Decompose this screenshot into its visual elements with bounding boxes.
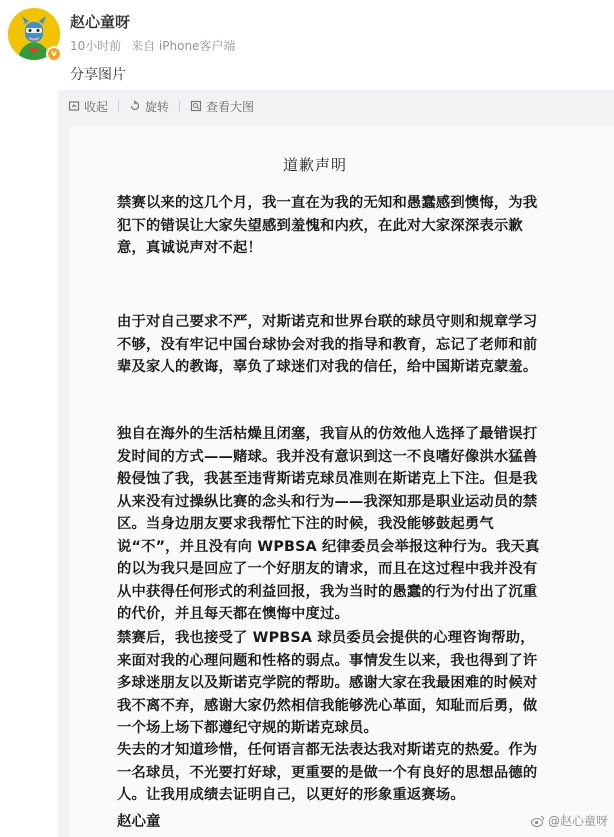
expanded-image-panel xyxy=(58,90,614,837)
post-text: 分享图片 xyxy=(70,67,126,83)
rotate-label: 旋转 xyxy=(145,99,170,114)
collect-label: 收起 xyxy=(84,99,109,114)
view-large-label: 查看大图 xyxy=(206,99,255,114)
collect-button[interactable] xyxy=(68,98,108,115)
document-title: 道歉声明 xyxy=(282,156,347,174)
weibo-watermark xyxy=(531,812,608,829)
post-source[interactable]: 来自 iPhone客户端 xyxy=(131,39,236,53)
username[interactable]: 赵心童呀 xyxy=(70,13,131,31)
toolbar-divider xyxy=(179,100,180,112)
zoom-icon xyxy=(190,100,202,112)
document-paragraph: 禁赛后，我也接受了 WPBSA 球员委员会提供的心理咨询帮助，来面对我的心理问题和性格的弱点。事情发生以来，我也得到了许多球迷朋友以及斯诺克学院的帮助。感谢大家在我最困难的时候对我不离不弃，感谢大家仍然相信我能够洗心革面，知耻而后勇，做一个场上场下都遵纪守规的斯诺克球员。 xyxy=(117,630,538,736)
apology-document-image[interactable] xyxy=(70,126,614,837)
weibo-logo-icon xyxy=(531,815,545,827)
document-paragraph: 失去的才知道珍惜，任何语言都无法表达我对斯诺克的热爱。作为一名球员，不光要打好球，更重要的是做一个有良好的思想品德的人。让我用成绩去证明自己，以更好的形象重返赛场。 xyxy=(117,742,538,803)
document-paragraph: 独自在海外的生活枯燥且闭塞，我盲从的仿效他人选择了最错误打发时间的方式——赌球。我并没有意识到这一不良嗜好像洪水猛兽般侵蚀了我，我甚至违背斯诺克球员准则在斯诺克上下注。但是我从来没有过操纵比赛的念头和行为——我深知那是职业运动员的禁区。当身边朋友要求我帮忙下注的时候，我没能够鼓起勇气说“不”，并且没有向 WPBSA 纪律委员会举报这种行为。我天真的以为我只是回应了一个好朋友的请求，而且在这过程中我并没有从中获得任何形式的利益回报，我为当时的愚蠢的行为付出了沉重的代价，并且每天都在懊悔中度过。 xyxy=(117,426,540,622)
document-signature: 赵心童 xyxy=(117,814,161,830)
post-meta xyxy=(70,37,241,54)
verified-badge: v xyxy=(46,46,62,62)
rotate-icon xyxy=(129,100,141,112)
document-paragraph: 禁赛以来的这几个月，我一直在为我的无知和愚蠢感到懊悔，为我犯下的错误让大家失望感到羞愧和内疚，在此对大家深深表示歉意，真诚说声对不起！ xyxy=(117,195,538,256)
post-header xyxy=(0,0,614,90)
rotate-button[interactable] xyxy=(129,98,169,115)
toolbar-divider xyxy=(118,100,119,112)
post-time: 10小时前 xyxy=(70,39,122,53)
collapse-icon xyxy=(68,100,80,112)
image-toolbar xyxy=(58,90,614,122)
watermark-text: @赵心童呀 xyxy=(547,814,608,828)
view-large-button[interactable] xyxy=(190,98,254,115)
document-paragraph: 由于对自己要求不严，对斯诺克和世界台联的球员守则和规章学习不够，没有牢记中国台球协会对我的指导和教育，忘记了老师和前辈及家人的教诲，辜负了球迷们对我的信任，给中国斯诺克蒙羞。 xyxy=(117,314,538,375)
